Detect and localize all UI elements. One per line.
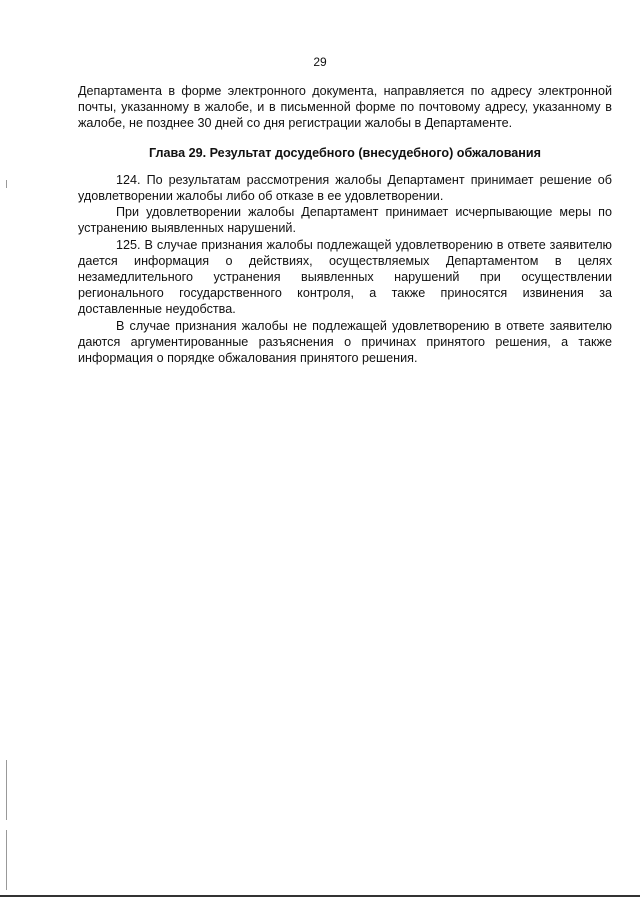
page-number: 29	[313, 55, 327, 69]
paragraph-124-continued: При удовлетворении жалобы Департамент принимает исчерпывающие меры по устранению выявленных нарушений.	[78, 205, 612, 236]
scan-artifact	[6, 180, 7, 188]
paragraph-continuation: Департамента в форме электронного документа, направляется по адресу электронной почты, указанному в жалобе, и в письменной форме по почтовому адресу, указанному в жалобе, не позднее 30 дней со дня регистрации жалобы в Департаменте.	[78, 84, 612, 131]
scan-artifact	[6, 830, 7, 890]
paragraph-124: 124. По результатам рассмотрения жалобы Департамент принимает решение об удовлетворении жалобы либо об отказе в ее удовлетворении.	[78, 172, 612, 204]
paragraph-125: 125. В случае признания жалобы подлежащей удовлетворению в ответе заявителю дается информация о действиях, осуществляемых Департаментом в целях незамедлительного устранения выявленных нарушений при осуществлении регионального государственного контроля, а также приносятся извинения за доставленные неудобства.	[78, 237, 612, 317]
document-body	[78, 83, 612, 366]
scan-artifact	[6, 760, 7, 820]
chapter-heading: Глава 29. Результат досудебного (внесудебного) обжалования	[149, 145, 541, 160]
paragraph-125-continued: В случае признания жалобы не подлежащей удовлетворению в ответе заявителю даются аргументированные разъяснения о причинах принятого решения, а также информация о порядке обжалования принятого решения.	[78, 318, 612, 366]
scan-bottom-edge	[0, 895, 640, 897]
